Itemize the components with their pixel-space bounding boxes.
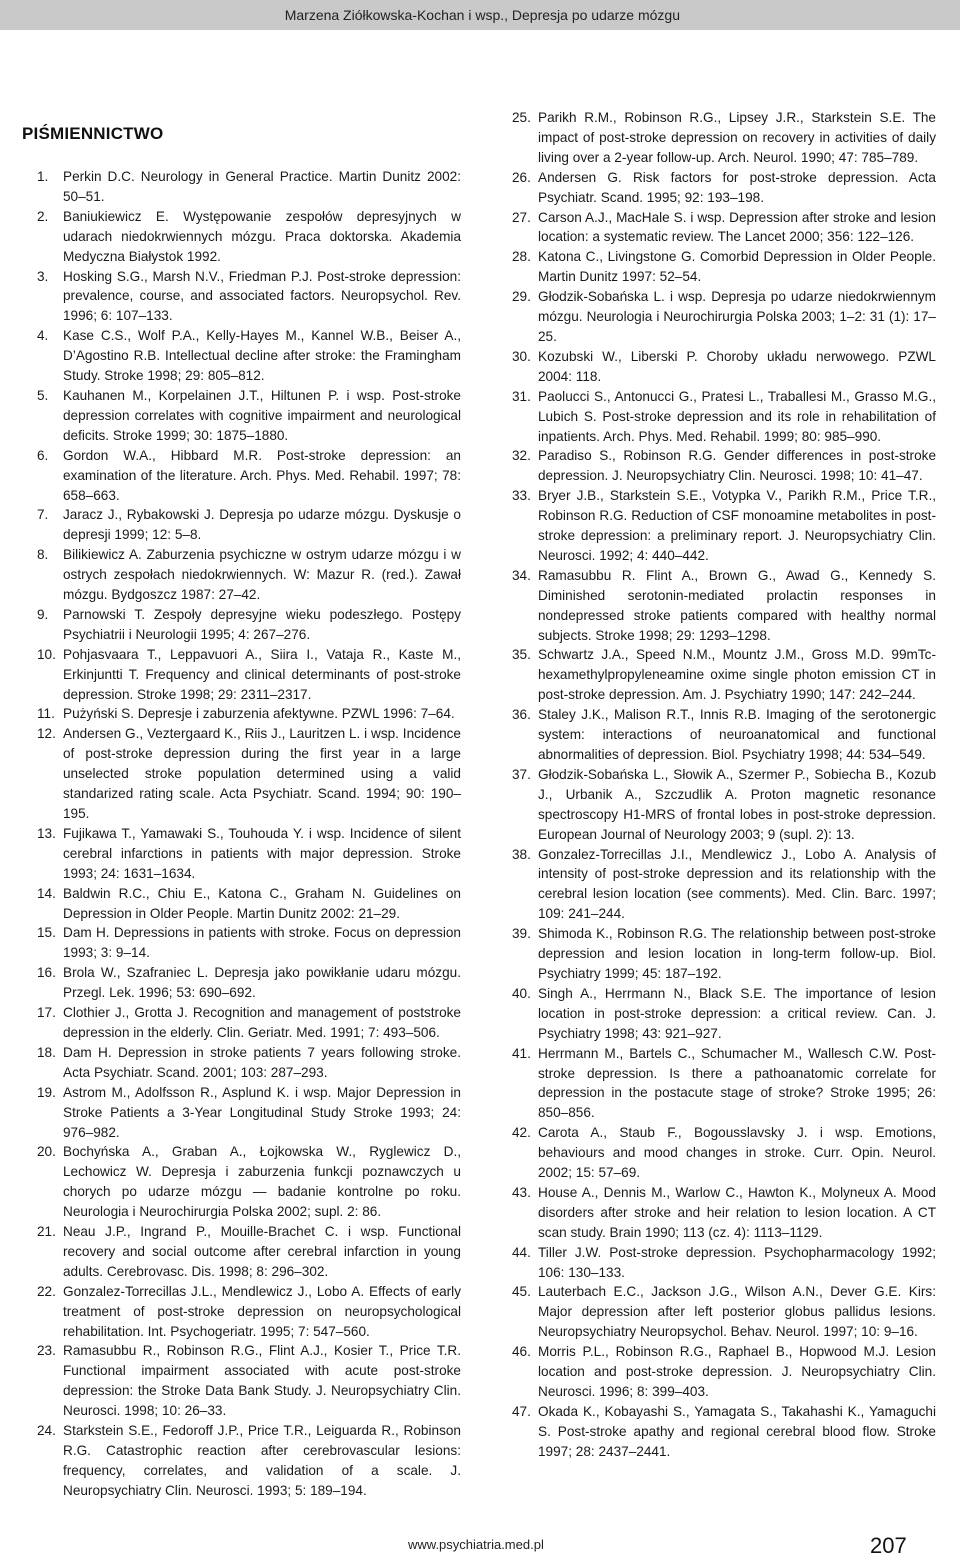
reference-item <box>512 845 936 925</box>
reference-text: Jaracz J., Rybakowski J. Depresja po udarze mózgu. Dyskusje o depresji 1999; 12: 5–8. <box>63 507 461 543</box>
reference-number: 9. <box>37 606 49 622</box>
reference-item <box>37 207 461 267</box>
reference-number: 39. <box>512 926 531 942</box>
reference-text: Bochyńska A., Graban A., Łojkowska W., Ryglewicz D., Lechowicz W. Depresja i zaburzenia funkcji poznawczych u chorych po udarze mózgu — badanie kontrolne po roku. Neurologia i Neurochirurgia Polska 2002; supl. 2: 86. <box>63 1144 461 1220</box>
reference-item <box>512 1282 936 1342</box>
reference-number: 10. <box>37 646 56 662</box>
reference-number: 44. <box>512 1244 531 1260</box>
reference-item <box>512 1123 936 1183</box>
reference-text: Parikh R.M., Robinson R.G., Lipsey J.R., Starkstein S.E. The impact of post-stroke depression on recovery in activities of daily living over a 2-year follow-up. Arch. Neurol. 1990; 47: 785–789. <box>538 110 936 165</box>
reference-item <box>512 924 936 984</box>
reference-item <box>37 167 461 207</box>
references-column-right <box>512 108 936 1462</box>
reference-number: 40. <box>512 985 531 1001</box>
reference-item <box>512 765 936 845</box>
reference-number: 37. <box>512 766 531 782</box>
reference-text: Pużyński S. Depresje i zaburzenia afektywne. PZWL 1996: 7–64. <box>63 706 455 722</box>
reference-text: Schwartz J.A., Speed N.M., Mountz J.M., Gross M.D. 99mTc-hexamethylpropyleneamine oxime single photon emission CT in post-stroke depression. Am. J. Psychiatry 1990; 147: 242–244. <box>538 647 936 703</box>
reference-text: House A., Dennis M., Warlow C., Hawton K., Molyneux A. Mood disorders after stroke and heir relation to lesion location. A CT scan study. Brain 1990; 113 (cz. 4): 1113–1129. <box>538 1184 936 1240</box>
reference-number: 27. <box>512 209 531 225</box>
section-title: PIŚMIENNICTWO <box>22 124 164 143</box>
reference-text: Perkin D.C. Neurology in General Practice. Martin Dunitz 2002: 50–51. <box>63 169 461 204</box>
reference-item <box>37 1083 461 1143</box>
reference-number: 42. <box>512 1125 531 1141</box>
reference-text: Staley J.K., Malison R.T., Innis R.B. Imaging of the serotonergic system: interactions of neuroanatomical and functional abnormalities of depression. Biol. Psychiatry 1998; 44: 534–549. <box>538 707 936 762</box>
reference-item <box>512 486 936 566</box>
reference-number: 12. <box>37 726 56 742</box>
reference-number: 26. <box>512 169 531 185</box>
reference-number: 11. <box>37 706 55 722</box>
reference-item <box>512 446 936 486</box>
reference-item <box>512 108 936 168</box>
reference-text: Bryer J.B., Starkstein S.E., Votypka V., Parikh R.M., Price T.R., Robinson R.G. Reduction of CSF monoamine metabolites in post-stroke depression: a preliminary report. J. Neuropsychiatry Clin. Neurosci. 1992; 4: 440–442. <box>538 488 936 563</box>
reference-item <box>37 605 461 645</box>
reference-item <box>512 645 936 705</box>
running-header-text: Marzena Ziółkowska-Kochan i wsp., Depresja po udarze mózgu <box>284 7 680 23</box>
reference-item <box>512 1342 936 1402</box>
reference-number: 21. <box>37 1224 56 1240</box>
reference-number: 8. <box>37 547 49 563</box>
reference-text: Bilikiewicz A. Zaburzenia psychiczne w ostrym udarze mózgu i w ostrych zespołach niedokrwiennych. W: Mazur R. (red.). Zawał mózgu. Bydgoszcz 1987: 27–42. <box>63 547 461 603</box>
reference-item <box>37 884 461 924</box>
reference-text: Lauterbach E.C., Jackson J.G., Wilson A.N., Dever G.E. Kirs: Major depression after left posterior globus pallidus lesions. Neuropsychiatry Neuropsychol. Behav. Neurol. 1997; 10: 9–16. <box>538 1284 936 1340</box>
reference-number: 32. <box>512 448 531 464</box>
reference-text: Herrmann M., Bartels C., Schumacher M., Wallesch C.W. Post-stroke depression. Is there a pathoanatomic correlate for depression in the postacute stage of stroke? Stroke 1995; 26: 850–856. <box>538 1045 936 1121</box>
reference-text: Dam H. Depressions in patients with stroke. Focus on depression 1993; 3: 9–14. <box>63 925 461 961</box>
reference-item <box>512 247 936 287</box>
reference-text: Paradiso S., Robinson R.G. Gender differences in post-stroke depression. J. Neuropsychiatry Clin. Neurosci. 1998; 10: 41–47. <box>538 448 936 484</box>
reference-text: Kauhanen M., Korpelainen J.T., Hiltunen P. i wsp. Post-stroke depression correlates with cognitive impairment and neurological deficits. Stroke 1999; 30: 1875–1880. <box>63 387 461 443</box>
reference-number: 6. <box>37 447 49 463</box>
reference-item <box>512 208 936 248</box>
reference-item <box>37 1282 461 1342</box>
reference-item <box>512 566 936 646</box>
reference-number: 47. <box>512 1403 531 1419</box>
reference-number: 33. <box>512 488 531 504</box>
reference-number: 18. <box>37 1044 56 1060</box>
reference-item <box>512 705 936 765</box>
reference-number: 23. <box>37 1343 56 1359</box>
reference-text: Hosking S.G., Marsh N.V., Friedman P.J. Post-stroke depression: prevalence, course, and associated factors. Neuropsychol. Rev. 1996; 6: 107–133. <box>63 268 461 324</box>
page-number: 207 <box>870 1533 907 1558</box>
reference-number: 41. <box>512 1045 531 1061</box>
reference-item <box>512 287 936 347</box>
reference-text: Tiller J.W. Post-stroke depression. Psychopharmacology 1992; 106: 130–133. <box>538 1244 936 1280</box>
reference-item <box>512 1044 936 1124</box>
reference-item <box>37 545 461 605</box>
reference-item <box>512 387 936 447</box>
reference-text: Paolucci S., Antonucci G., Pratesi L., Traballesi M., Grasso M.G., Lubich S. Post-stroke depression and its role in rehabilitation of inpatients. Arch. Phys. Med. Rehabil. 1999; 80: 985–990. <box>538 388 936 444</box>
reference-text: Starkstein S.E., Fedoroff J.P., Price T.R., Leiguarda R., Robinson R.G. Catastrophic reaction after cerebrovascular lesions: frequency, correlates, and validation of a scale. J. Neuropsychiatry Clin. Neurosci. 1993; 5: 189–194. <box>63 1423 461 1498</box>
reference-number: 35. <box>512 647 531 663</box>
reference-number: 14. <box>37 885 56 901</box>
reference-number: 31. <box>512 388 531 404</box>
reference-number: 29. <box>512 289 531 305</box>
reference-text: Ramasubbu R., Robinson R.G., Flint A.J., Kosier T., Price T.R. Functional impairment associated with acute post-stroke depression: the Stroke Data Bank Study. J. Neuropsychiatry Clin. Neurosci. 1998; 10: 26–33. <box>63 1343 461 1419</box>
reference-number: 3. <box>37 268 49 284</box>
reference-text: Gonzalez-Torrecillas J.I., Mendlewicz J., Lobo A. Analysis of intensity of post-stroke depression and its relationship with the cerebral lesion location (see comments). Med. Clin. Barc. 1997; 109: 241–244. <box>538 846 936 922</box>
reference-item <box>37 1222 461 1282</box>
reference-text: Głodzik-Sobańska L. i wsp. Depresja po udarze niedokrwiennym mózgu. Neurologia i Neurochirurgia Polska 2003; 1–2: 31 (1): 17–25. <box>538 289 936 344</box>
reference-text: Neau J.P., Ingrand P., Mouille-Brachet C. i wsp. Functional recovery and social outcome after cerebral infarction in young adults. Cerebrovasc. Dis. 1998; 8: 296–302. <box>63 1224 461 1279</box>
reference-item <box>512 1183 936 1243</box>
reference-text: Carota A., Staub F., Bogousslavsky J. i wsp. Emotions, behaviours and mood changes in stroke. Curr. Opin. Neurol. 2002; 15: 57–69. <box>538 1125 936 1181</box>
reference-number: 45. <box>512 1284 531 1300</box>
reference-number: 5. <box>37 387 49 403</box>
reference-text: Astrom M., Adolfsson R., Asplund K. i wsp. Major Depression in Stroke Patients a 3-Year Longitudinal Study Stroke 1993; 24: 976–982. <box>63 1084 461 1140</box>
reference-text: Brola W., Szafraniec L. Depresja jako powikłanie udaru mózgu. Przegl. Lek. 1996; 53: 690–692. <box>63 965 461 1001</box>
reference-number: 43. <box>512 1184 531 1200</box>
reference-number: 30. <box>512 348 531 364</box>
reference-text: Gonzalez-Torrecillas J.L., Mendlewicz J., Lobo A. Effects of early treatment of post-stroke depression on neuropsychological rehabilitation. Int. Psychogeriatr. 1995; 7: 547–560. <box>63 1283 461 1339</box>
reference-item <box>37 824 461 884</box>
reference-item <box>512 168 936 208</box>
footer-url[interactable]: www.psychiatria.med.pl <box>408 1537 544 1552</box>
reference-item <box>37 1341 461 1421</box>
reference-text: Ramasubbu R. Flint A., Brown G., Awad G., Kennedy S. Diminished serotonin-mediated prolactin responses in nondepressed stroke patients compared with healthy normal subjects. Stroke 1998; 29: 1293–1298. <box>538 567 936 643</box>
reference-item <box>37 267 461 327</box>
reference-item <box>512 1402 936 1462</box>
reference-number: 13. <box>37 825 56 841</box>
reference-text: Andersen G., Veztergaard K., Riis J., Lauritzen L. i wsp. Incidence of post-stroke depression during the first year in a large unselected stroke population determined using a valid standarized rating scale. Acta Psychiatr. Scand. 1994; 90: 190–195. <box>63 726 461 821</box>
reference-item <box>512 984 936 1044</box>
reference-text: Kozubski W., Liberski P. Choroby układu nerwowego. PZWL 2004: 118. <box>538 348 936 384</box>
reference-number: 19. <box>37 1084 56 1100</box>
reference-item <box>37 1003 461 1043</box>
reference-text: Okada K., Kobayashi S., Yamagata S., Takahashi K., Yamaguchi S. Post-stroke apathy and regional cerebral blood flow. Stroke 1997; 28: 2437–2441. <box>538 1403 936 1459</box>
reference-number: 34. <box>512 567 531 583</box>
reference-text: Fujikawa T., Yamawaki S., Touhouda Y. i wsp. Incidence of silent cerebral infarctions in patients with major depression. Stroke 1993; 24: 1631–1634. <box>63 825 461 881</box>
reference-number: 7. <box>37 507 49 523</box>
reference-text: Parnowski T. Zespoły depresyjne wieku podeszłego. Postępy Psychiatrii i Neurologii 1995; 4: 267–276. <box>63 606 461 642</box>
reference-item <box>37 724 461 824</box>
reference-number: 28. <box>512 249 531 265</box>
reference-number: 1. <box>37 169 49 184</box>
references-column-left <box>37 167 461 1501</box>
reference-text: Shimoda K., Robinson R.G. The relationship between post-stroke depression and lesion location in long-term follow-up. Biol. Psychiatry 1999; 45: 187–192. <box>538 926 936 981</box>
reference-item <box>37 645 461 705</box>
reference-text: Głodzik-Sobańska L., Słowik A., Szermer P., Sobiecha B., Kozub J., Urbanik A., Szczudlik A. Proton magnetic resonance spectroscopy H1-MRS of frontal lobes in post-stroke depression. European Journal of Neurology 2003; 9 (supl. 2): 13. <box>538 766 936 842</box>
reference-item <box>37 326 461 386</box>
reference-item <box>37 1421 461 1501</box>
reference-number: 16. <box>37 965 56 981</box>
reference-number: 20. <box>37 1144 56 1160</box>
reference-item <box>37 923 461 963</box>
reference-number: 15. <box>37 925 56 941</box>
reference-item <box>37 963 461 1003</box>
reference-number: 24. <box>37 1423 56 1439</box>
reference-number: 36. <box>512 707 531 723</box>
reference-text: Singh A., Herrmann N., Black S.E. The importance of lesion location in post-stroke depression: a critical review. Can. J. Psychiatry 1998; 43: 921–927. <box>538 985 936 1041</box>
reference-number: 2. <box>37 208 49 224</box>
reference-text: Dam H. Depression in stroke patients 7 years following stroke. Acta Psychiatr. Scand. 2001; 103: 287–293. <box>63 1044 461 1080</box>
reference-text: Carson A.J., MacHale S. i wsp. Depression after stroke and lesion location: a systematic review. The Lancet 2000; 356: 122–126. <box>538 209 936 245</box>
reference-item <box>37 704 461 724</box>
reference-number: 38. <box>512 846 531 862</box>
running-header <box>0 0 960 30</box>
reference-item <box>37 505 461 545</box>
reference-number: 4. <box>37 328 49 344</box>
reference-text: Morris P.L., Robinson R.G., Raphael B., Hopwood M.J. Lesion location and post-stroke depression. J. Neuropsychiatry Clin. Neurosci. 1996; 8: 399–403. <box>538 1344 936 1399</box>
reference-item <box>512 1243 936 1283</box>
reference-text: Gordon W.A., Hibbard M.R. Post-stroke depression: an examination of the literature. Arch. Phys. Med. Rehabil. 1997; 78: 658–663. <box>63 447 461 503</box>
reference-item <box>37 1043 461 1083</box>
reference-number: 17. <box>37 1005 56 1021</box>
reference-text: Baniukiewicz E. Występowanie zespołów depresyjnych w udarach niedokrwiennych mózgu. Praca doktorska. Akademia Medyczna Białystok 1992. <box>63 208 461 264</box>
reference-number: 25. <box>512 110 531 125</box>
reference-text: Andersen G. Risk factors for post-stroke depression. Acta Psychiatr. Scand. 1995; 92: 193–198. <box>538 169 936 205</box>
reference-text: Baldwin R.C., Chiu E., Katona C., Graham N. Guidelines on Depression in Older People. Martin Dunitz 2002: 21–29. <box>63 885 461 921</box>
reference-item <box>37 446 461 506</box>
reference-number: 22. <box>37 1283 56 1299</box>
reference-item <box>37 1142 461 1222</box>
reference-text: Pohjasvaara T., Leppavuori A., Siira I., Vataja R., Kaste M., Erkinjuntti T. Frequency and clinical determinants of post-stroke depression. Stroke 1998; 29: 2311–2317. <box>63 646 461 702</box>
reference-item <box>37 386 461 446</box>
reference-number: 46. <box>512 1344 531 1360</box>
reference-item <box>512 347 936 387</box>
reference-text: Kase C.S., Wolf P.A., Kelly-Hayes M., Kannel W.B., Beiser A., D’Agostino R.B. Intellectual decline after stroke: the Framingham Study. Stroke 1998; 29: 805–812. <box>63 328 461 384</box>
reference-text: Katona C., Livingstone G. Comorbid Depression in Older People. Martin Dunitz 1997: 52–54. <box>538 249 936 285</box>
reference-text: Clothier J., Grotta J. Recognition and management of poststroke depression in the elderly. Clin. Geriatr. Med. 1991; 7: 493–506. <box>63 1005 461 1040</box>
